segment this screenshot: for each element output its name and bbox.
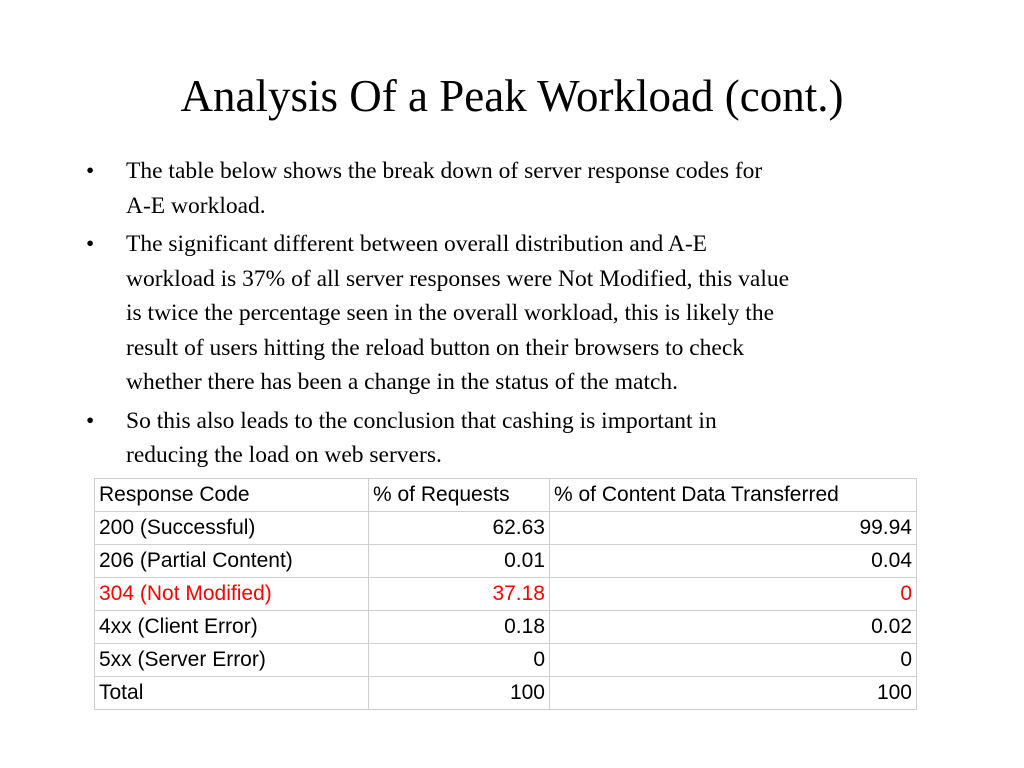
bullet-line: The significant different between overall distribution and A-E (126, 231, 708, 257)
table-row (95, 611, 917, 644)
cell-response-code: 200 (Successful) (95, 512, 369, 545)
header-response-code: Response Code (95, 479, 369, 512)
cell-percent-content: 99.94 (550, 512, 917, 545)
bullet-list (86, 154, 936, 477)
table-header-row (95, 479, 917, 512)
cell-percent-content: 0.04 (550, 545, 917, 578)
response-code-table (94, 478, 917, 710)
cell-percent-requests: 0 (369, 644, 550, 677)
cell-response-code: 304 (Not Modified) (95, 578, 369, 611)
bullet-item (86, 154, 936, 223)
bullet-marker: • (86, 407, 95, 434)
cell-percent-requests: 37.18 (369, 578, 550, 611)
bullet-line: So this also leads to the conclusion that cashing is important in (126, 407, 717, 434)
slide-title: Analysis Of a Peak Workload (cont.) (180, 71, 844, 121)
bullet-line: reducing the load on web servers. (126, 442, 442, 468)
table-row-highlighted (95, 578, 917, 611)
table-row-total (95, 677, 917, 710)
cell-response-code: 4xx (Client Error) (95, 611, 369, 644)
bullet-item (86, 227, 936, 400)
header-percent-content: % of Content Data Transferred (550, 479, 917, 512)
table-row (95, 512, 917, 545)
cell-percent-content: 0 (550, 644, 917, 677)
bullet-line: A-E workload. (126, 192, 266, 219)
cell-percent-requests: 0.18 (369, 611, 550, 644)
cell-percent-requests: 0.01 (369, 545, 550, 578)
table-row (95, 644, 917, 677)
cell-percent-content: 0.02 (550, 611, 917, 644)
bullet-line: workload is 37% of all server responses were Not Modified, this value (126, 265, 790, 292)
cell-percent-requests: 62.63 (369, 512, 550, 545)
bullet-marker: • (86, 231, 95, 257)
bullet-line: whether there has been a change in the status of the match. (126, 369, 679, 395)
cell-response-code: 206 (Partial Content) (95, 545, 369, 578)
header-percent-requests: % of Requests (369, 479, 550, 512)
cell-response-code: Total (95, 677, 369, 710)
bullet-line: The table below shows the break down of server response codes for (126, 158, 763, 184)
cell-percent-content: 0 (550, 578, 917, 611)
bullet-line: result of users hitting the reload button on their browsers to check (126, 334, 745, 361)
bullet-marker: • (86, 158, 95, 184)
cell-response-code: 5xx (Server Error) (95, 644, 369, 677)
cell-percent-content: 100 (550, 677, 917, 710)
bullet-item (86, 404, 936, 473)
bullet-line: is twice the percentage seen in the overall workload, this is likely the (126, 300, 775, 326)
table-row (95, 545, 917, 578)
cell-percent-requests: 100 (369, 677, 550, 710)
